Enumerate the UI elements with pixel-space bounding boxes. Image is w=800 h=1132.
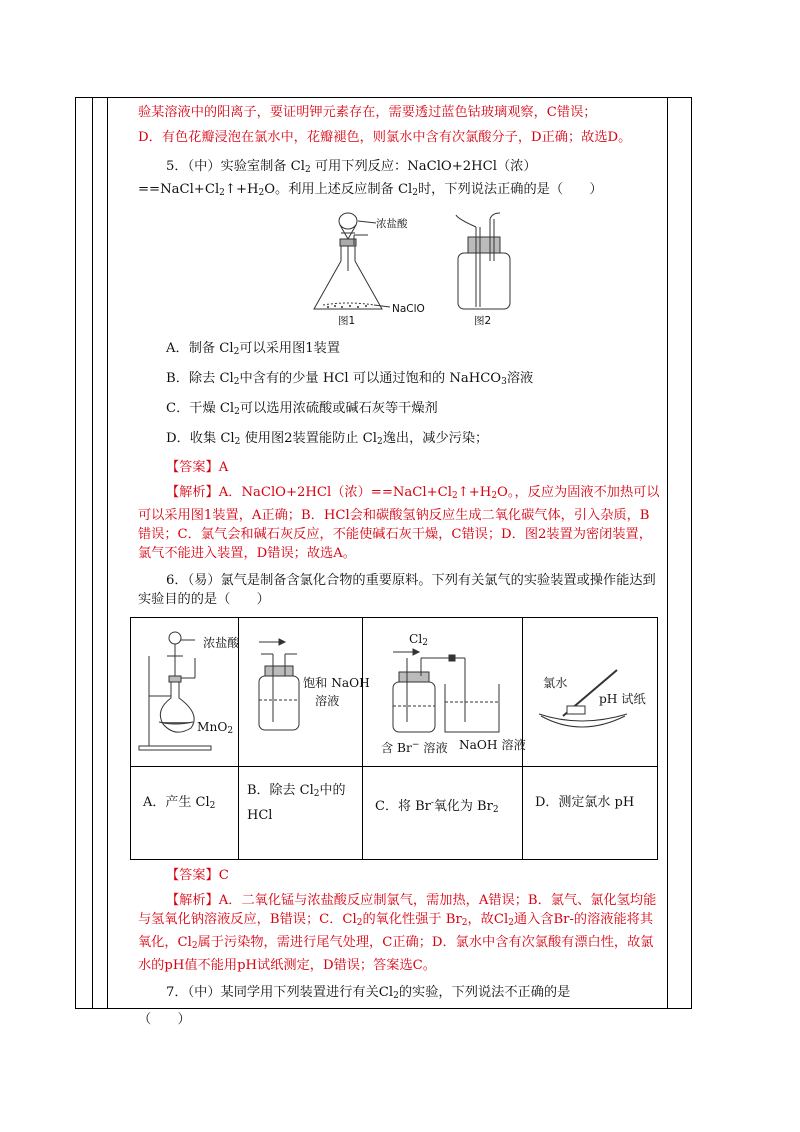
- q6-b-label-solution: 溶液: [315, 694, 340, 708]
- q6-option-b: B．除去 $Cl_2$中的 HCl: [247, 783, 346, 823]
- q6-option-table: [130, 617, 658, 860]
- q5-figures: [138, 211, 662, 327]
- q6-b-label-naoh: 饱和 NaOH: [303, 676, 370, 690]
- q5-option-c: C．干燥 $Cl_2$可以选用浓硫酸或碱石灰等干燥剂: [166, 401, 438, 417]
- q6-answer: 【答案】C: [166, 868, 229, 883]
- column-divider: [667, 97, 668, 1009]
- q5-analysis: 【解析】A．NaClO+2HCl（浓）$==NaCl+Cl_2↑+H_2O$。，反应为固液不加热可以可以采用图1装置，A正确；B．HCl会和碳酸氢钠反应生成二氧化碳气体，引入杂质，B错误；C．氯气会和碱石灰反应，不能使碱石灰干燥，C错误；D．图2装置为密闭装置，氯气不能进入装置，D错误；故选A。: [138, 485, 660, 561]
- q5-caption-fig1: 图1: [338, 315, 356, 327]
- column-divider: [92, 97, 93, 1009]
- q6-stem: 6．（易）氯气是制备含氯化合物的重要原料。下列有关氯气的实验装置或操作能达到实验目的的是（ ）: [138, 573, 656, 607]
- q4-analysis-line1: 验某溶液中的阳离子，要证明钾元素存在，需要透过蓝色钴玻璃观察，C错误；: [138, 105, 597, 120]
- q6-option-a: A．产生 $Cl_2$: [143, 795, 216, 811]
- q6-c-label-naoh: NaOH 溶液: [459, 738, 526, 752]
- question-content: [138, 103, 662, 1029]
- q6-analysis: 【解析】A．二氧化锰与浓盐酸反应制氯气，需加热，A错误；B．氯气、氯化氢均能与氢氧化钠溶液反应，B错误；C．$Cl_2$的氧化性强于 $Br_2$，故$Cl_2$通入含Br-的溶液能将其氧化，$Cl_2$属于污染物，需进行尾气处理，C正确；D．氯水中含有次氯酸有漂白性，故氯水的pH值不能用pH试纸测定，D错误；答案选C。: [138, 893, 657, 973]
- column-divider: [107, 97, 108, 1009]
- q6-c-label-br: 含 Br− 溶液: [381, 740, 448, 755]
- q5-label-acid: 浓盐酸: [376, 218, 408, 230]
- q5-stem: 5．（中）实验室制备 $Cl_2$ 可用下列反应：NaClO+2HCl（浓）: [166, 159, 537, 175]
- q5-option-a: A．制备 $Cl_2$可以采用图1装置: [166, 341, 341, 357]
- q6-d-label-water: 氯水: [543, 676, 568, 690]
- q5-stem-cont: $==NaCl+Cl_2↑+H_2O$。利用上述反应制备 $Cl_2$时，下列说法正确的是（ ）: [138, 182, 603, 198]
- q6-d-label-ph: pH 试纸: [599, 692, 646, 706]
- q6-a-label-acid: 浓盐酸: [203, 636, 240, 650]
- q5-caption-fig2: 图2: [474, 315, 492, 327]
- q5-answer: 【答案】A: [166, 460, 229, 475]
- q5-label-naclo: NaClO: [392, 303, 425, 315]
- q5-option-b: B．除去 $Cl_2$中含有的少量 HCl 可以通过饱和的 NaHCO$_3$溶液: [166, 371, 534, 387]
- q7-stem-blank: （ ）: [138, 1012, 191, 1027]
- q6-c-label-cl2: $Cl_2$: [409, 632, 428, 648]
- q6-option-c: C．将 Br-氧化为 $Br_2$: [375, 798, 499, 815]
- q6-option-d: D．测定氯水 pH: [535, 795, 635, 810]
- q6-a-label-mno2: MnO$_2$: [197, 720, 234, 736]
- q4-analysis-line2: D．有色花瓣浸泡在氯水中，花瓣褪色，则氯水中含有次氯酸分子，D正确；故选D。: [138, 130, 632, 145]
- q7-stem: 7．（中）某同学用下列装置进行有关$Cl_2$的实验，下列说法不正确的是: [166, 985, 571, 1001]
- q5-option-d: D．收集 $Cl_2$ 使用图2装置能防止 $Cl_2$逸出，减少污染；: [166, 431, 489, 447]
